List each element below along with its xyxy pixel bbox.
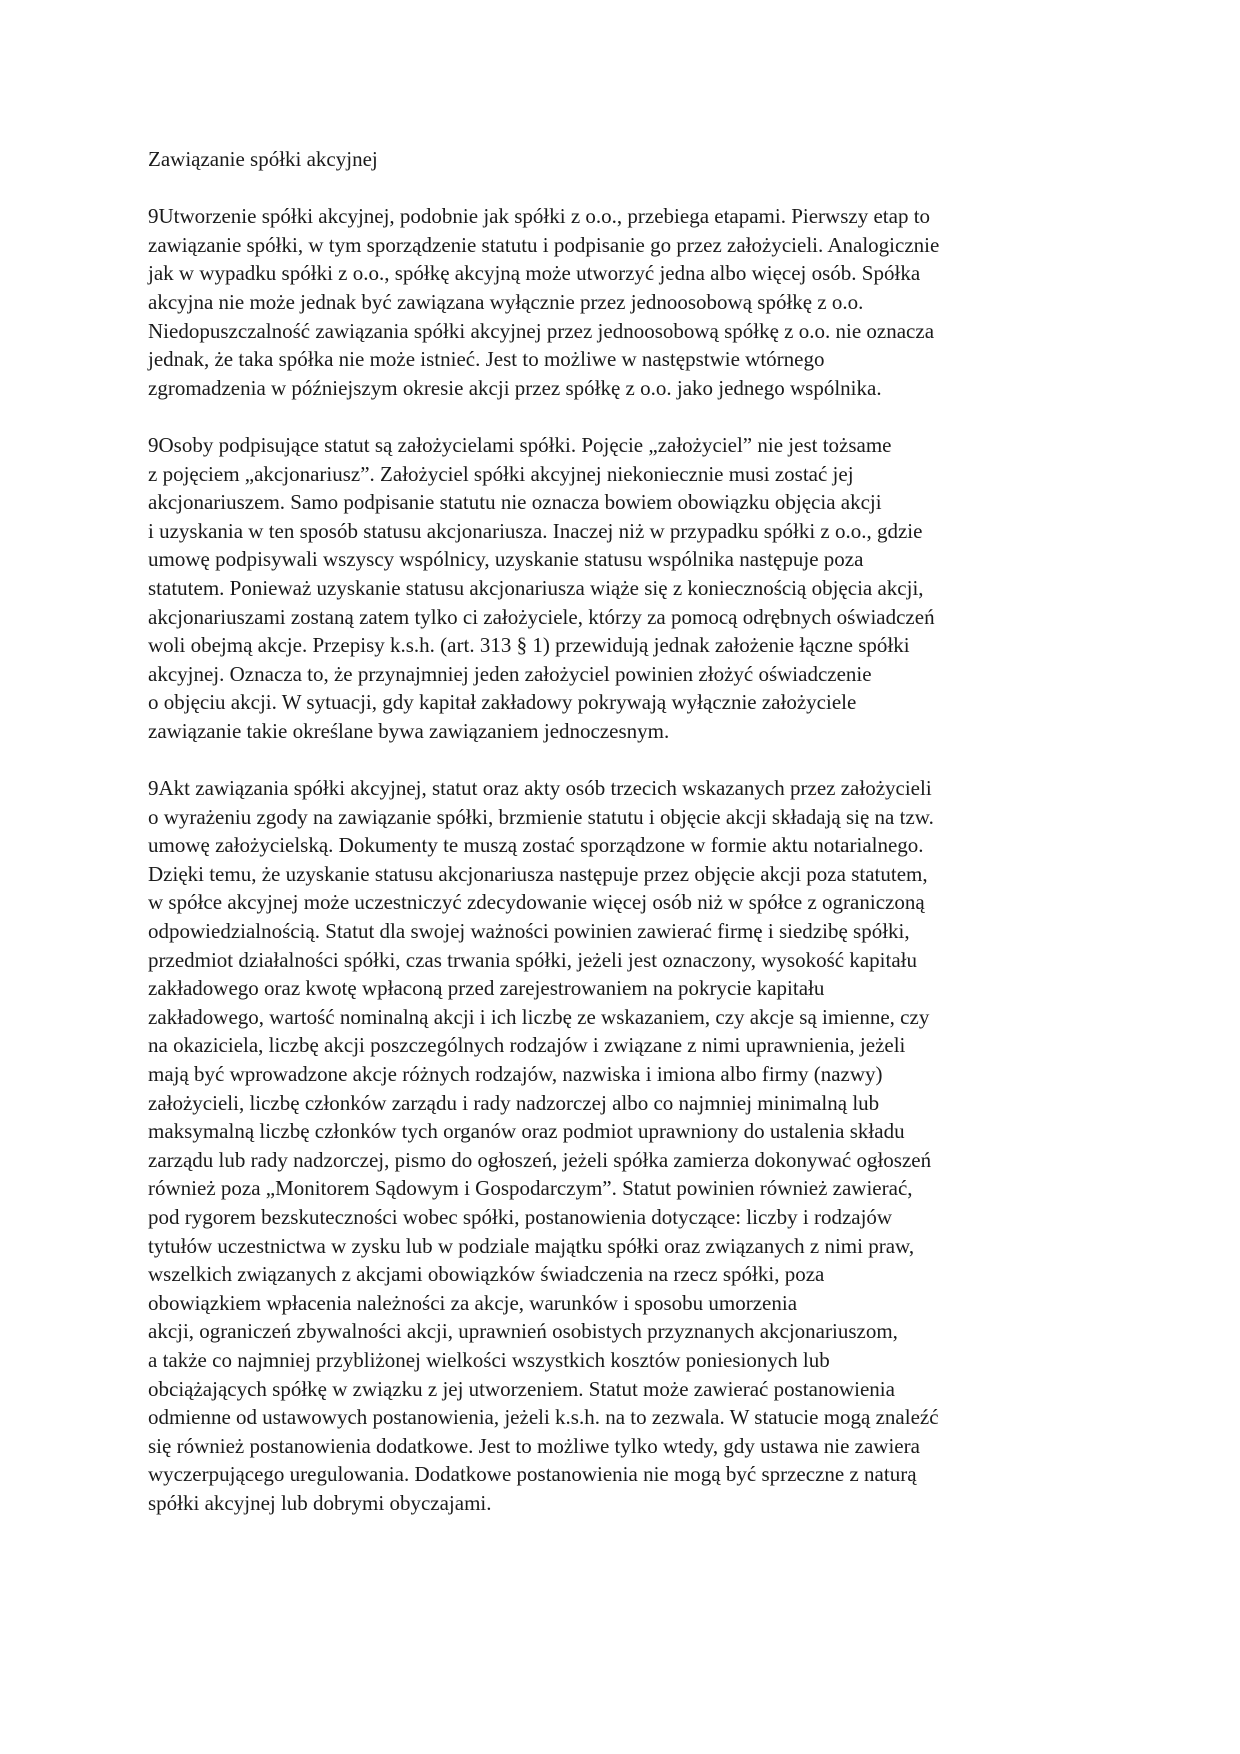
text-line: akcji, ograniczeń zbywalności akcji, uprawnień osobistych przyznanych akcjonariuszom, — [148, 1319, 898, 1344]
text-line: zawiązanie spółki, w tym sporządzenie statutu i podpisanie go przez założycieli. Analogicznie — [148, 232, 940, 257]
text-line: o objęciu akcji. W sytuacji, gdy kapitał zakładowy pokrywają wyłącznie założyciele — [148, 690, 857, 715]
text-line: a także co najmniej przybliżonej wielkości wszystkich kosztów poniesionych lub — [148, 1347, 830, 1372]
text-line: zakładowego, wartość nominalną akcji i ich liczbę ze wskazaniem, czy akcje są imienne, czy — [148, 1004, 930, 1029]
text-line: obciążających spółkę w związku z jej utworzeniem. Statut może zawierać postanowienia — [148, 1376, 895, 1401]
document-body — [148, 145, 1098, 1546]
text-line: statutem. Ponieważ uzyskanie statusu akcjonariusza wiąże się z koniecznością objęcia akcji, — [148, 575, 924, 600]
text-line: tytułów uczestnictwa w zysku lub w podziale majątku spółki oraz związanych z nimi praw, — [148, 1233, 915, 1258]
text-line: 9Utworzenie spółki akcyjnej, podobnie jak spółki z o.o., przebiega etapami. Pierwszy etap to — [148, 204, 931, 229]
text-line: wyczerpującego uregulowania. Dodatkowe postanowienia nie mogą być sprzeczne z naturą — [148, 1462, 917, 1487]
text-line: jak w wypadku spółki z o.o., spółkę akcyjną może utworzyć jedna albo więcej osób. Spółka — [148, 261, 921, 286]
text-line: 9Osoby podpisujące statut są założycielami spółki. Pojęcie „założyciel” nie jest tożsame — [148, 432, 892, 457]
text-line: również poza „Monitorem Sądowym i Gospodarczym”. Statut powinien również zawierać, — [148, 1176, 913, 1201]
text-line: maksymalną liczbę członków tych organów oraz podmiot uprawniony do ustalenia składu — [148, 1119, 905, 1144]
text-line: akcyjnej. Oznacza to, że przynajmniej jeden założyciel powinien złożyć oświadczenie — [148, 661, 872, 686]
text-line: mają być wprowadzone akcje różnych rodzajów, nazwiska i imiona albo firmy (nazwy) — [148, 1062, 883, 1086]
text-line: obowiązkiem wpłacenia należności za akcje, warunków i sposobu umorzenia — [148, 1290, 798, 1315]
text-line: odmienne od ustawowych postanowienia, jeżeli k.s.h. na to zezwala. W statucie mogą znaleźć — [148, 1405, 939, 1430]
text-line: 9Akt zawiązania spółki akcyjnej, statut oraz akty osób trzecich wskazanych przez założycieli — [148, 776, 932, 801]
text-line: na okaziciela, liczbę akcji poszczególnych rodzajów i związane z nimi uprawnienia, jeżeli — [148, 1033, 906, 1058]
text-line: o wyrażeniu zgody na zawiązanie spółki, brzmienie statutu i objęcie akcji składają się na tzw. — [148, 804, 934, 829]
paragraph-list — [148, 202, 1098, 1517]
text-line: się również postanowienia dodatkowe. Jest to możliwe tylko wtedy, gdy ustawa nie zawiera — [148, 1433, 920, 1458]
document-title: Zawiązanie spółki akcyjnej — [148, 147, 378, 171]
text-line: akcjonariuszami zostaną zatem tylko ci założyciele, którzy za pomocą odrębnych oświadczeń — [148, 604, 935, 629]
text-line: woli obejmą akcje. Przepisy k.s.h. (art. 313 § 1) przewidują jednak założenie łączne spółki — [148, 633, 910, 658]
text-line: odpowiedzialnością. Statut dla swojej ważności powinien zawierać firmę i siedzibę spółki, — [148, 919, 910, 944]
text-line: założycieli, liczbę członków zarządu i rady nadzorczej albo co najmniej minimalną lub — [148, 1090, 880, 1115]
text-line: akcjonariuszem. Samo podpisanie statutu nie oznacza bowiem obowiązku objęcia akcji — [148, 490, 882, 515]
text-line: umowę założycielską. Dokumenty te muszą zostać sporządzone w formie aktu notarialnego. — [148, 833, 924, 858]
text-line: umowę podpisywali wszyscy wspólnicy, uzyskanie statusu wspólnika następuje poza — [148, 547, 864, 572]
text-line: zarządu lub rady nadzorczej, pismo do ogłoszeń, jeżeli spółka zamierza dokonywać ogłoszeń — [148, 1147, 932, 1172]
paragraph — [148, 431, 1098, 746]
text-line: wszelkich związanych z akcjami obowiązków świadczenia na rzecz spółki, poza — [148, 1262, 825, 1287]
text-line: Niedopuszczalność zawiązania spółki akcyjnej przez jednoosobową spółkę z o.o. nie oznacza — [148, 318, 935, 343]
text-line: z pojęciem „akcjonariusz”. Założyciel spółki akcyjnej niekoniecznie musi zostać jej — [148, 461, 854, 486]
text-line: zakładowego oraz kwotę wpłaconą przed zarejestrowaniem na pokrycie kapitału — [148, 976, 825, 1001]
text-line: akcyjna nie może jednak być zawiązana wyłącznie przez jednoosobową spółkę z o.o. — [148, 289, 864, 314]
text-line: przedmiot działalności spółki, czas trwania spółki, jeżeli jest oznaczony, wysokość kapitału — [148, 947, 917, 972]
text-line: spółki akcyjnej lub dobrymi obyczajami. — [148, 1490, 492, 1515]
text-line: i uzyskania w ten sposób statusu akcjonariusza. Inaczej niż w przypadku spółki z o.o., gdzie — [148, 518, 923, 543]
text-line: Dzięki temu, że uzyskanie statusu akcjonariusza następuje przez objęcie akcji poza statutem, — [148, 861, 928, 886]
text-line: zawiązanie takie określane bywa zawiązaniem jednoczesnym. — [148, 718, 670, 743]
text-line: pod rygorem bezskuteczności wobec spółki, postanowienia dotyczące: liczby i rodzajów — [148, 1204, 893, 1229]
paragraph — [148, 202, 1098, 402]
text-line: jednak, że taka spółka nie może istnieć. Jest to możliwe w następstwie wtórnego — [148, 347, 825, 372]
text-line: w spółce akcyjnej może uczestniczyć zdecydowanie więcej osób niż w spółce z ograniczoną — [148, 890, 925, 915]
paragraph — [148, 774, 1098, 1517]
text-line: zgromadzenia w późniejszym okresie akcji przez spółkę z o.o. jako jednego wspólnika. — [148, 375, 882, 400]
